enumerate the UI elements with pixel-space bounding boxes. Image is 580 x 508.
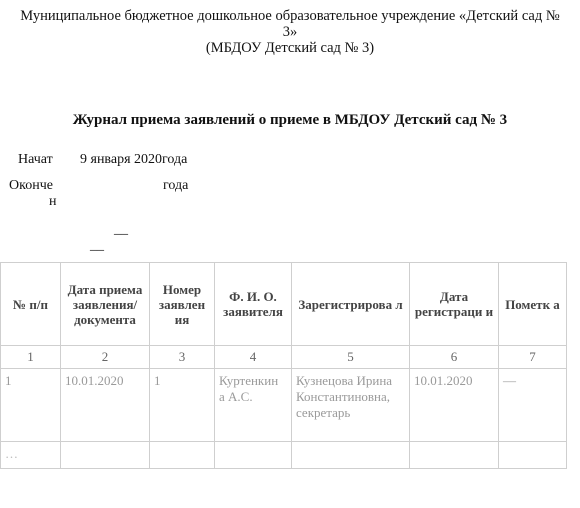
cell-registration-date: 10.01.2020 [410, 369, 499, 442]
column-header-application-number: Номер заявлен ия [150, 263, 215, 346]
dash-mark-1: __ [114, 222, 128, 237]
cell-date-received [61, 442, 150, 469]
column-header-date-received: Дата приема заявления/ документа [61, 263, 150, 346]
column-number: 4 [215, 346, 292, 369]
column-header-registration-date: Дата регистраци и [410, 263, 499, 346]
column-number: 2 [61, 346, 150, 369]
table-header-row [1, 263, 567, 346]
cell-registration-date [410, 442, 499, 469]
org-short-name: (МБДОУ Детский сад № 3) [205, 40, 375, 56]
column-header-registered-by: Зарегистрирова л [292, 263, 410, 346]
organization-header [0, 8, 580, 56]
cell-registered-by [292, 442, 410, 469]
column-number: 6 [410, 346, 499, 369]
column-header-note: Пометк а [499, 263, 567, 346]
table-row [1, 442, 567, 469]
column-number: 5 [292, 346, 410, 369]
cell-note [499, 442, 567, 469]
column-header-applicant-name: Ф. И. О. заявителя [215, 263, 292, 346]
cell-note: — [499, 369, 567, 442]
journal-title: Журнал приема заявлений о приеме в МБДОУ Детский сад № 3 [72, 112, 508, 128]
column-number-row [1, 346, 567, 369]
cell-application-number [150, 442, 215, 469]
started-value: 9 января 2020года [80, 152, 188, 167]
cell-application-number: 1 [150, 369, 215, 442]
cell-row-number: … [1, 442, 61, 469]
cell-row-number: 1 [1, 369, 61, 442]
column-header-number: № п/п [1, 263, 61, 346]
column-number: 1 [1, 346, 61, 369]
column-number: 7 [499, 346, 567, 369]
org-name-line2: 3» [282, 24, 298, 40]
org-name-line1: Муниципальное бюджетное дошкольное образовательное учреждение «Детский сад № [20, 8, 560, 24]
ended-year: года [163, 178, 189, 193]
cell-applicant-name [215, 442, 292, 469]
cell-date-received: 10.01.2020 [61, 369, 150, 442]
ended-label-continued: н [49, 194, 57, 209]
column-number: 3 [150, 346, 215, 369]
table-row [1, 369, 567, 442]
started-label: Начат [18, 152, 53, 167]
ended-label: Оконче [9, 178, 53, 193]
journal-table [0, 262, 567, 469]
cell-registered-by: Кузнецова Ирина Константиновна, секретарь [292, 369, 410, 442]
cell-applicant-name: Куртенкин а А.С. [215, 369, 292, 442]
dash-mark-2: __ [90, 238, 104, 253]
